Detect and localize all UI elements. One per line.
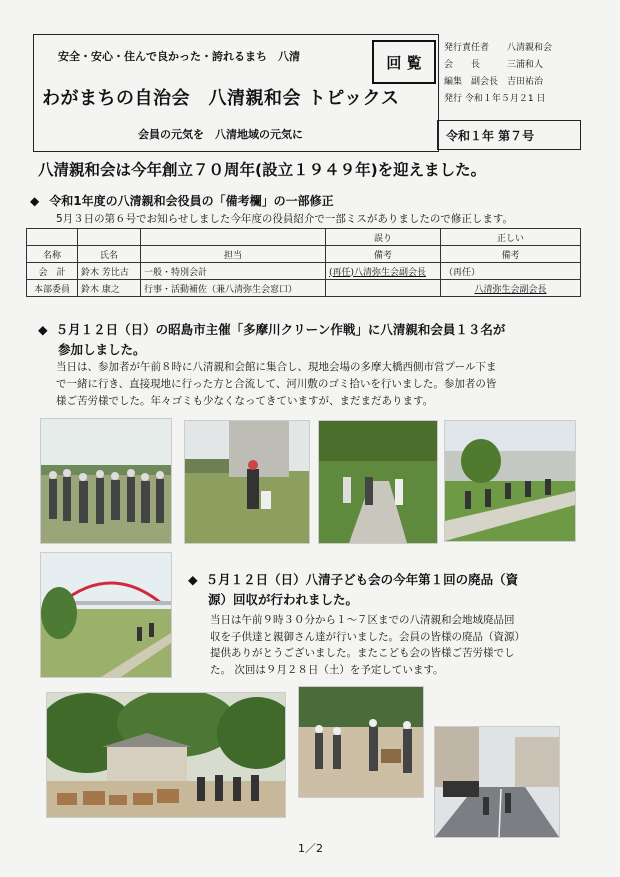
photo-cleanup-path — [318, 420, 438, 544]
th-duty: 担当 — [141, 246, 326, 263]
issued-line: 発行 令和１年５月２1 日 — [444, 94, 546, 104]
cell-role: 本部委員 — [27, 280, 78, 297]
cell-duty: 行事・活動補佐（兼八清弥生会窓口） — [141, 280, 326, 297]
cell-duty: 一般・特別会計 — [141, 263, 326, 280]
section3-body-l4: た。 次回は９月２８日（土）を予定しています。 — [210, 663, 444, 676]
kairan-label: 回 覧 — [386, 53, 422, 72]
president-line: 会 長 三浦和人 — [444, 60, 544, 70]
photo-collection-street — [434, 726, 560, 838]
section3-title-l1: ５月１２日（日）八清子ども会の今年第１回の廃品（資 — [205, 572, 519, 587]
diamond-bullet-icon: ◆ — [38, 322, 48, 337]
diamond-bullet-icon: ◆ — [30, 194, 40, 208]
photo-collection-kids — [298, 686, 424, 798]
section2-body-l3: 様ご苦労様でした。年々ゴミも少なくなってきていますが、まだまだあります。 — [56, 395, 434, 407]
page-number: 1／2 — [298, 842, 323, 855]
publisher-line: 発行責任者 八清親和会 — [444, 43, 553, 53]
cell-role: 会 計 — [27, 263, 78, 280]
section3-body-l2: 収を子供達と親御さん達が行いました。会員の皆様の廃品（資源） — [210, 630, 525, 643]
section1-title — [30, 192, 334, 209]
th-role: 名称 — [27, 246, 78, 263]
section2-body — [56, 359, 496, 410]
section1-desc: 5月３日の第６号でお知らせしました今年度の役員紹介で一部ミスがありましたので修正します。 — [56, 213, 514, 225]
section3-title-l2: 源）回収が行われました。 — [208, 592, 359, 607]
editor-line: 編集 副会長 吉田祐治 — [444, 77, 544, 87]
issue-no-box — [437, 120, 581, 150]
table-row — [27, 280, 581, 297]
section2-title-l2: 参加しました。 — [58, 342, 146, 357]
section2-title-l1: ５月１２日（日）の昭島市主催「多摩川クリーン作戦」に八清親和会員１３名が — [55, 322, 506, 337]
photo-cleanup-river — [444, 420, 576, 542]
diamond-bullet-icon: ◆ — [188, 572, 198, 587]
cell-right: 八清弥生会副会長 — [441, 280, 581, 297]
kairan-box — [372, 40, 436, 84]
col-wrong: 誤り — [326, 229, 441, 246]
tagline: 会員の元気を 八清地域の元気に — [138, 128, 303, 141]
table-row — [27, 263, 581, 280]
section2-body-l2: で一緒に行き、直接現地に行った方と合流して、河川敷のゴミ拾いを行いました。参加者の皆 — [56, 378, 497, 390]
slogan: 安全・安心・住んで良かった・誇れるまち 八清 — [58, 50, 300, 63]
cell-wrong: (再任)八清弥生会副会長 — [326, 263, 441, 280]
photo-collection-park — [46, 692, 286, 818]
section3-body — [210, 612, 525, 678]
section3-body-l3: 提供ありがとうございました。またこども会の皆様ご苦労様でし — [210, 647, 515, 659]
photo-cleanup-bridge — [184, 420, 310, 544]
th-note1: 備考 — [326, 246, 441, 263]
issue-no: 令和１年 第７号 — [446, 128, 535, 143]
cell-right: （再任） — [441, 263, 581, 280]
th-note2: 備考 — [441, 246, 581, 263]
cell-name: 鈴木 芳比古 — [78, 263, 141, 280]
th-name: 氏名 — [78, 246, 141, 263]
page-title: わがまちの自治会 八清親和会 トピックス — [42, 88, 400, 109]
section2-body-l1: 当日は、参加者が午前８時に八清親和会館に集合し、現地会場の多摩大橋西側市営プール下ま — [56, 361, 497, 373]
section3-body-l1: 当日は午前９時３０分から１～７区までの八清親和会地域廃品回 — [210, 614, 515, 626]
photo-cleanup-group — [40, 418, 172, 544]
publisher-info — [444, 40, 552, 108]
correction-table — [26, 228, 581, 297]
photo-red-bridge — [40, 552, 172, 678]
cell-name: 鈴木 康之 — [78, 280, 141, 297]
section2-title — [38, 320, 505, 360]
section1-title-text: 令和1年度の八清親和会役員の「備考欄」の一部修正 — [49, 194, 334, 208]
headline: 八清親和会は今年創立７０周年(設立１９４９年)を迎えました。 — [38, 161, 487, 179]
col-right: 正しい — [441, 229, 581, 246]
section3-title — [188, 570, 518, 610]
cell-wrong — [326, 280, 441, 297]
